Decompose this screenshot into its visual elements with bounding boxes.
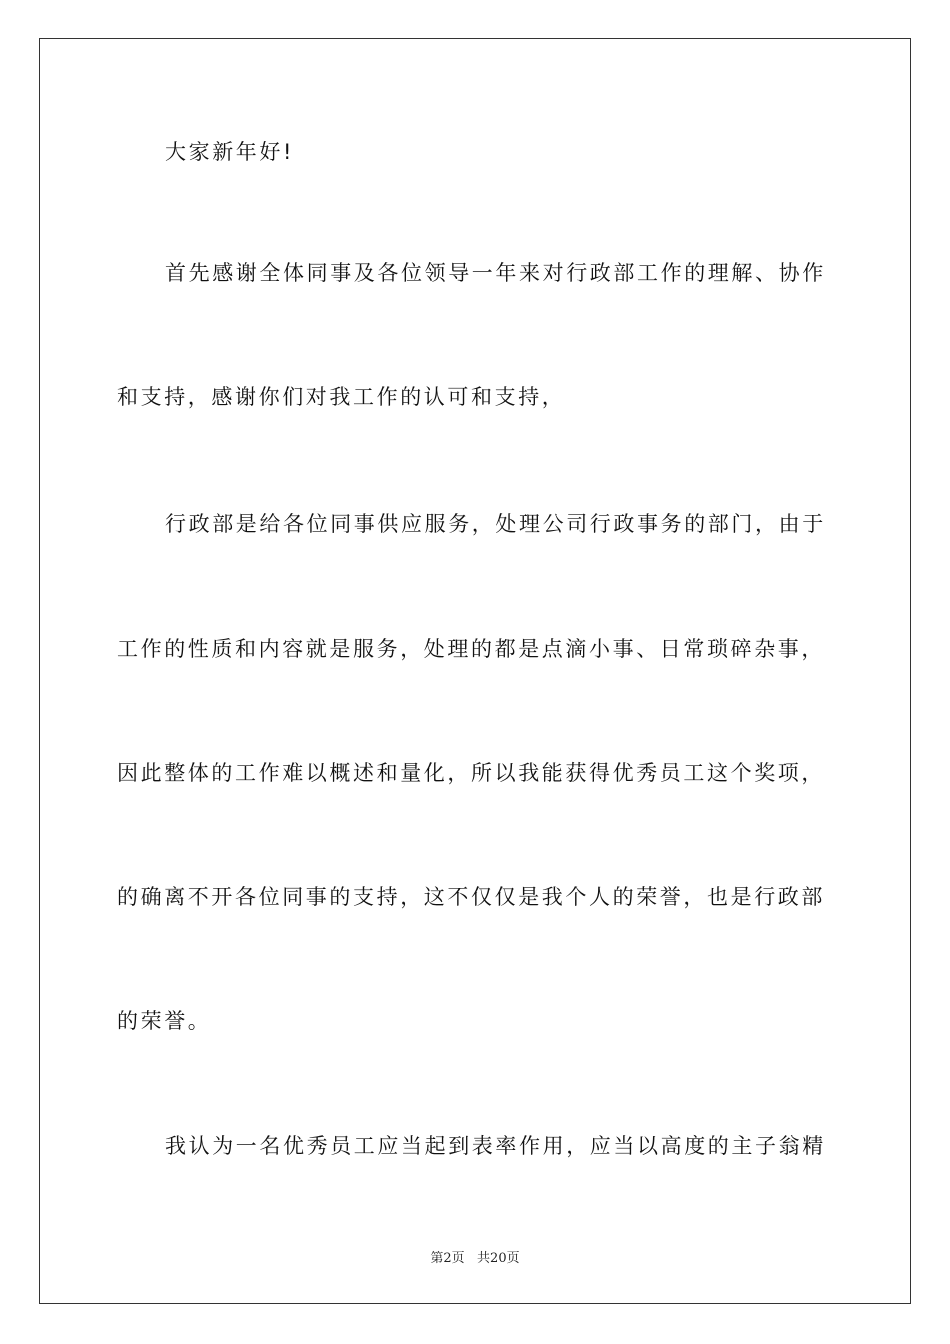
- paragraph-line: 因此整体的工作难以概述和量化，所以我能获得优秀员工这个奖项，: [117, 761, 825, 785]
- paragraph-greeting: 大家新年好!: [165, 140, 295, 164]
- paragraph-line: 我认为一名优秀员工应当起到表率作用，应当以高度的主子翁精: [165, 1134, 826, 1158]
- page-border: [39, 38, 911, 1304]
- paragraph-line: 的荣誉。: [117, 1009, 212, 1033]
- paragraph-line: 工作的性质和内容就是服务，处理的都是点滴小事、日常琐碎杂事，: [117, 637, 825, 661]
- page-number-footer: 第2页 共20页: [430, 1251, 520, 1266]
- paragraph-line: 和支持，感谢你们对我工作的认可和支持，: [117, 385, 566, 409]
- paragraph-line: 的确离不开各位同事的支持，这不仅仅是我个人的荣誉，也是行政部: [117, 885, 825, 909]
- paragraph-line: 首先感谢全体同事及各位领导一年来对行政部工作的理解、协作: [165, 261, 826, 285]
- paragraph-line: 行政部是给各位同事供应服务，处理公司行政事务的部门，由于: [165, 512, 826, 536]
